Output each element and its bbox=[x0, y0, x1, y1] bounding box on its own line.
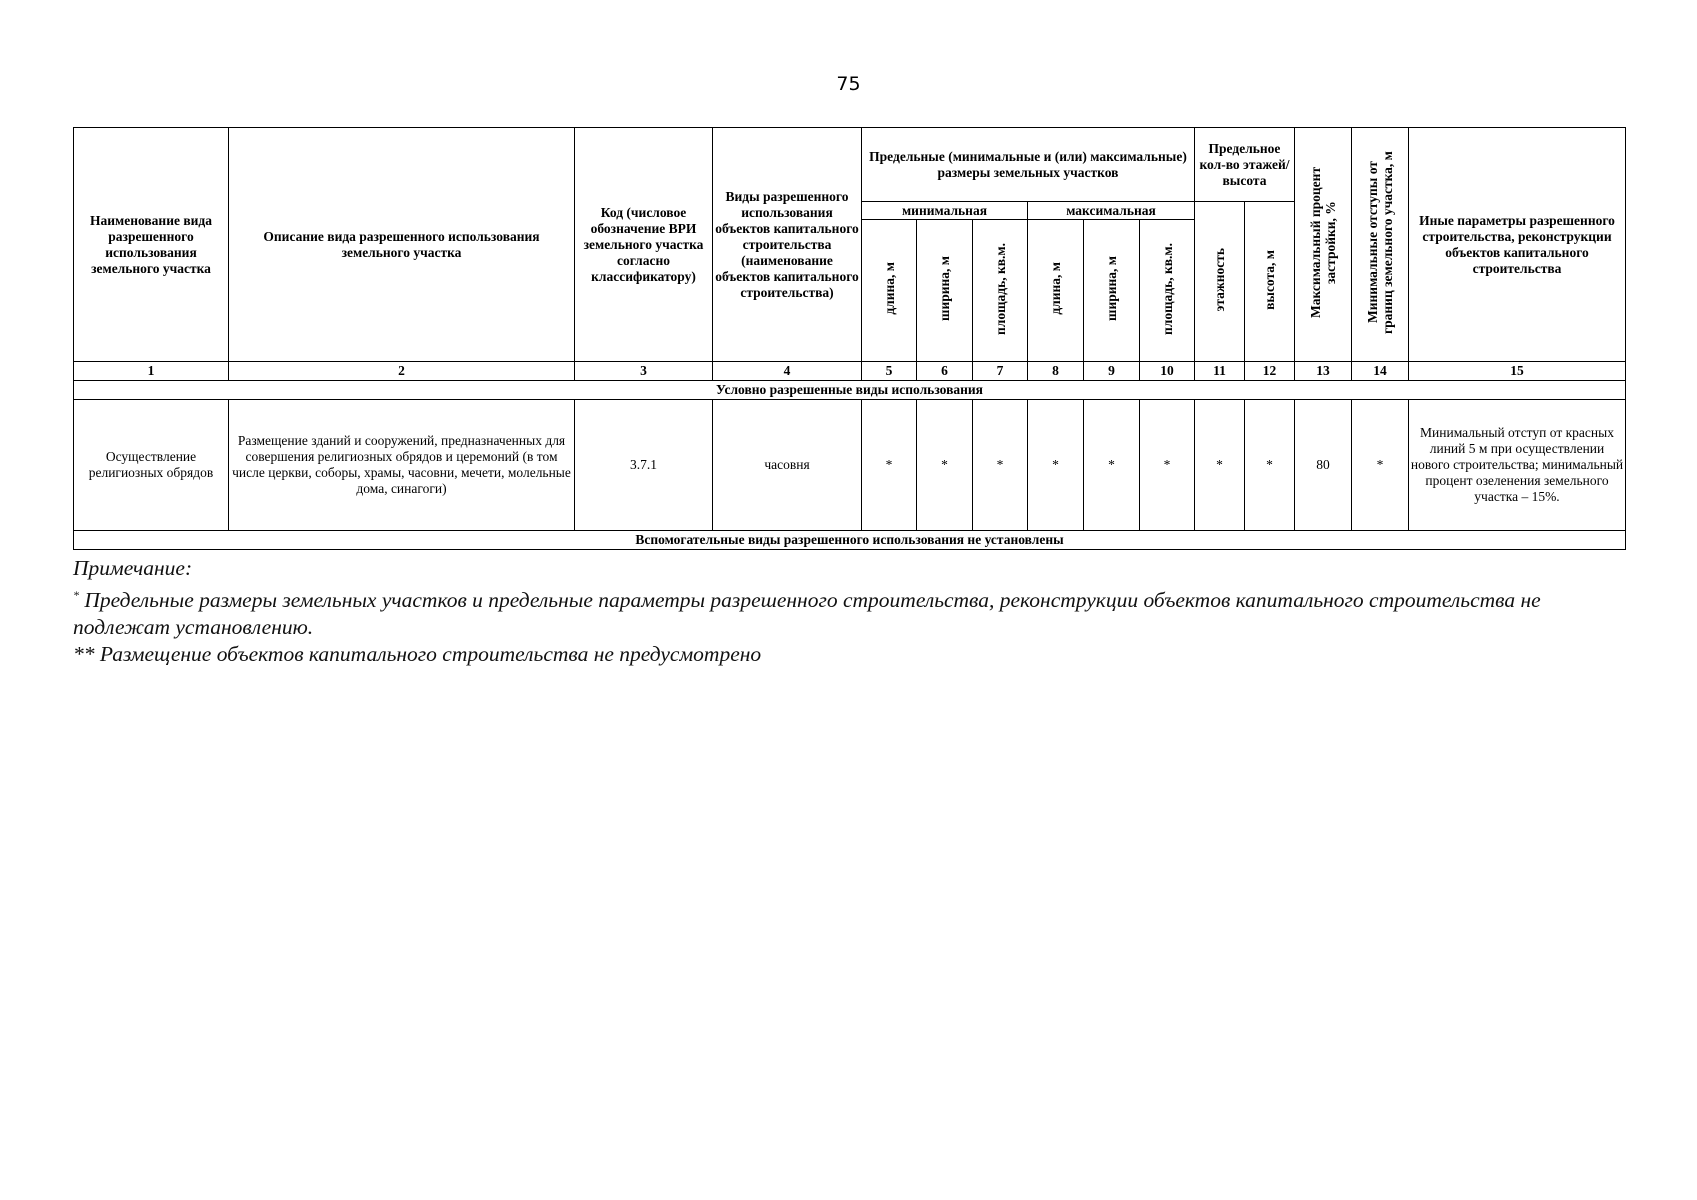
cell-min-area: * bbox=[973, 400, 1028, 531]
header-min-setbacks bbox=[1352, 128, 1409, 362]
column-number: 6 bbox=[917, 362, 973, 381]
header-minimum: минимальная bbox=[862, 202, 1028, 220]
column-number: 12 bbox=[1245, 362, 1295, 381]
header-floors-label: этажность bbox=[1212, 247, 1227, 312]
column-number: 8 bbox=[1028, 362, 1084, 381]
cell-object: часовня bbox=[713, 400, 862, 531]
column-number: 13 bbox=[1295, 362, 1352, 381]
header-name: Наименование вида разрешенного использования земельного участка bbox=[74, 128, 229, 362]
cell-min-length: * bbox=[862, 400, 917, 531]
header-min-length bbox=[862, 220, 917, 362]
notes-block bbox=[73, 555, 1633, 668]
land-use-table bbox=[73, 127, 1626, 550]
cell-use-name: Осуществление религиозных обрядов bbox=[74, 400, 229, 531]
section-auxiliary-uses: Вспомогательные виды разрешенного использования не установлены bbox=[74, 531, 1626, 550]
header-min-width-label: ширина, м bbox=[937, 256, 952, 321]
header-code: Код (числовое обозначение ВРИ земельного участка согласно классификатору) bbox=[575, 128, 713, 362]
header-min-length-label: длина, м bbox=[881, 262, 897, 315]
cell-height: * bbox=[1245, 400, 1295, 531]
header-min-area-label: площадь, кв.м. bbox=[992, 242, 1008, 335]
column-number: 15 bbox=[1409, 362, 1626, 381]
header-max-area bbox=[1140, 220, 1195, 362]
column-number: 3 bbox=[575, 362, 713, 381]
header-min-setbacks-label: Минимальные отступы от границ земельного участка, м bbox=[1365, 151, 1395, 334]
column-number: 1 bbox=[74, 362, 229, 381]
cell-other-params: Минимальный отступ от красных линий 5 м при осуществлении нового строительства; минимальный процент озеленения земельного участка – 15%. bbox=[1409, 400, 1626, 531]
column-number: 2 bbox=[229, 362, 575, 381]
header-max-area-label: площадь, кв.м. bbox=[1159, 242, 1175, 335]
notes-title: Примечание: bbox=[73, 556, 193, 580]
header-max-length bbox=[1028, 220, 1084, 362]
note-2: ** Размещение объектов капитального строительства не предусмотрено bbox=[73, 642, 762, 667]
header-maximum: максимальная bbox=[1028, 202, 1195, 220]
header-size-limits: Предельные (минимальные и (или) максимальные) размеры земельных участков bbox=[862, 128, 1195, 202]
header-height bbox=[1245, 202, 1295, 362]
note-1-text: Предельные размеры земельных участков и предельные параметры разрешенного строительства, реконструкции объектов капитального строительства не подлежат установлению. bbox=[73, 588, 1541, 640]
column-number: 10 bbox=[1140, 362, 1195, 381]
header-max-width-label: ширина, м bbox=[1104, 256, 1119, 321]
header-description: Описание вида разрешенного использования земельного участка bbox=[229, 128, 575, 362]
section-conditional-uses: Условно разрешенные виды использования bbox=[74, 381, 1626, 400]
column-number: 5 bbox=[862, 362, 917, 381]
header-max-length-label: длина, м bbox=[1048, 262, 1063, 315]
header-other-params: Иные параметры разрешенного строительства, реконструкции объектов капитального строительства bbox=[1409, 128, 1626, 362]
header-min-area bbox=[973, 220, 1028, 362]
table-row bbox=[74, 400, 1626, 531]
page-number: 75 bbox=[836, 73, 861, 95]
column-number: 7 bbox=[973, 362, 1028, 381]
column-number: 4 bbox=[713, 362, 862, 381]
header-floors bbox=[1195, 202, 1245, 362]
column-number: 11 bbox=[1195, 362, 1245, 381]
header-height-label: высота, м bbox=[1262, 249, 1277, 310]
column-numbers-row bbox=[74, 362, 1626, 381]
note-1 bbox=[73, 582, 1633, 641]
note-star-mark: * bbox=[73, 588, 79, 602]
header-max-percent-label: Максимальный процент застройки, % bbox=[1308, 166, 1338, 319]
header-max-width bbox=[1084, 220, 1140, 362]
column-number: 9 bbox=[1084, 362, 1140, 381]
header-object-types: Виды разрешенного использования объектов капитального строительства (наименование объектов капитального строительства) bbox=[713, 128, 862, 362]
cell-floors: * bbox=[1195, 400, 1245, 531]
cell-max-width: * bbox=[1084, 400, 1140, 531]
cell-code: 3.7.1 bbox=[575, 400, 713, 531]
cell-min-setbacks: * bbox=[1352, 400, 1409, 531]
header-min-width bbox=[917, 220, 973, 362]
cell-min-width: * bbox=[917, 400, 973, 531]
cell-max-percent: 80 bbox=[1295, 400, 1352, 531]
header-max-percent bbox=[1295, 128, 1352, 362]
cell-max-area: * bbox=[1140, 400, 1195, 531]
header-floors-group: Предельное кол-во этажей/ высота bbox=[1195, 128, 1295, 202]
cell-max-length: * bbox=[1028, 400, 1084, 531]
column-number: 14 bbox=[1352, 362, 1409, 381]
cell-description: Размещение зданий и сооружений, предназначенных для совершения религиозных обрядов и церемоний (в том числе церкви, соборы, храмы, часовни, мечети, молельные дома, синагоги) bbox=[229, 400, 575, 531]
